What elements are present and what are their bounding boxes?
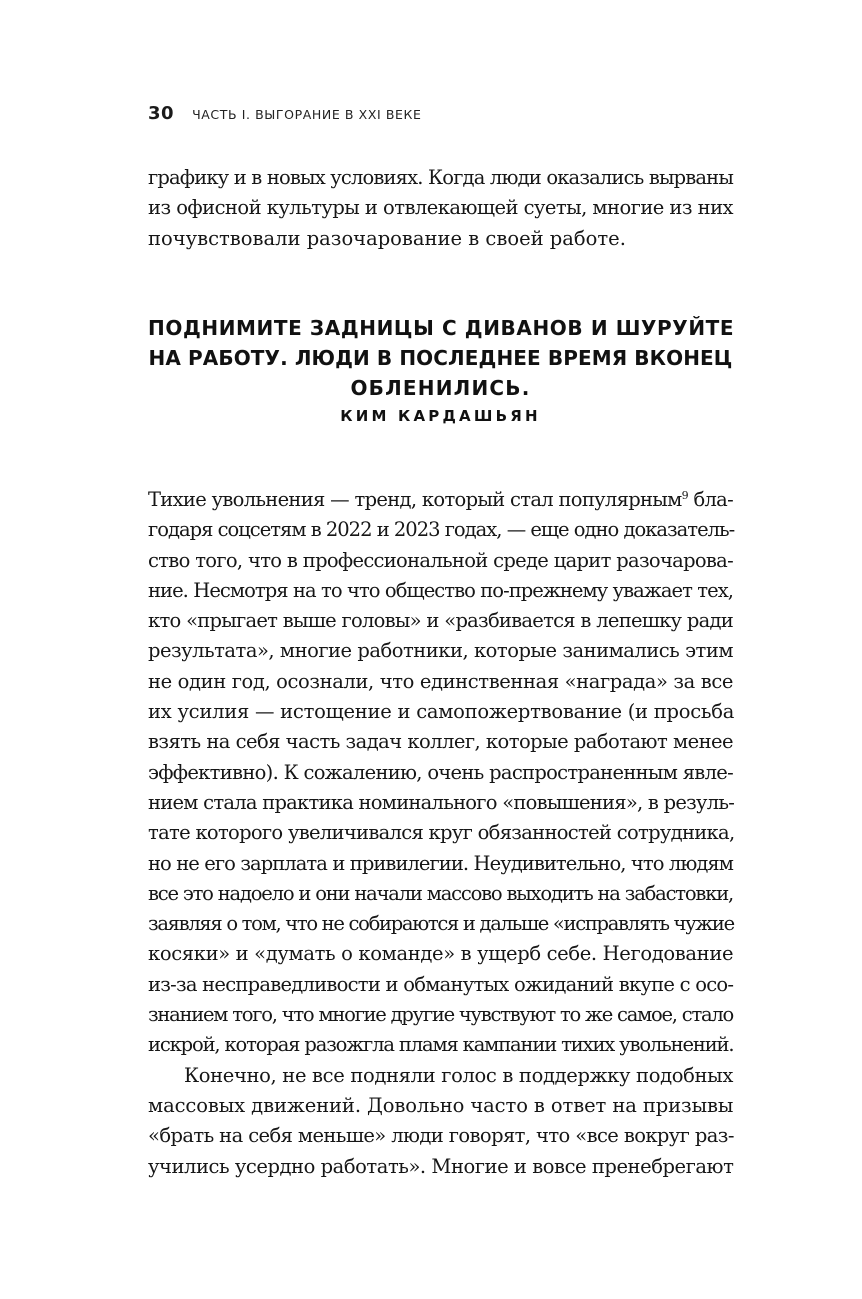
text-line: из-за несправедливости и обманутых ожиданий вкупе с осо- [148,972,734,996]
epigraph-line: ПОДНИМИТЕ ЗАДНИЦЫ С ДИВАНОВ И ШУРУЙТЕ [148,316,735,340]
text-line: тате которого увеличивался круг обязанностей сотрудника, [148,821,735,845]
text-line: результата», многие работники, которые занимались этим [148,639,733,663]
text-line: кто «прыгает выше головы» и «разбивается в лепешку ради [148,609,733,633]
text-line: учились усердно работать». Многие и вовсе пренебрегают [148,1154,734,1178]
text-line: не один год, осознали, что единственная «награда» за все [148,669,733,693]
text-line: взять на себя часть задач коллег, которые работают менее [148,730,733,754]
text-line: все это надоело и они начали массово выходить на забастовки, [148,881,733,905]
text-line [148,485,733,515]
text-line: «брать на себя меньше» люди говорят, что «все вокруг раз- [148,1124,734,1148]
text-line: эффективно). К сожалению, очень распространенным явле- [148,760,733,784]
paragraph-2 [148,485,733,1182]
paragraph-1 [148,163,733,254]
page-number: 30 [148,103,175,124]
epigraph-line: ОБЛЕНИЛИСЬ. [350,376,531,400]
text-segment: бла- [687,488,733,511]
epigraph-line: НА РАБОТУ. ЛЮДИ В ПОСЛЕДНЕЕ ВРЕМЯ ВКОНЕЦ [148,346,733,370]
text-line: годаря соцсетям в 2022 и 2023 годах, — еще одно доказатель- [148,518,735,542]
text-line: но не его зарплата и привилегии. Неудивительно, что людям [148,851,733,875]
text-line: заявляя о том, что не собираются и дальше «исправлять чужие [148,912,734,936]
epigraph-quote [148,313,733,403]
text-line: массовых движений. Довольно часто в ответ на призывы [148,1093,734,1117]
text-line: ство того, что в профессиональной среде царит разочарова- [148,548,733,572]
text-line: нием стала практика номинального «повышения», в резуль- [148,790,735,814]
text-line: искрой, которая разожгла пламя кампании тихих увольнений. [148,1033,734,1057]
text-line: Конечно, не все подняли голос в поддержку подобных [184,1063,733,1087]
page-header [148,103,748,127]
footnote-reference[interactable]: 9 [681,489,688,502]
text-line: почувствовали разочарование в своей работе. [148,226,626,250]
text-line: их усилия — истощение и самопожертвование (и просьба [148,700,735,724]
running-head: ЧАСТЬ I. ВЫГОРАНИЕ В XXI ВЕКЕ [192,107,422,122]
text-line: графику и в новых условиях. Когда люди оказались вырваны [148,166,733,189]
text-segment: Тихие увольнения — тренд, который стал популярным [148,488,682,511]
text-line: ние. Несмотря на то что общество по-прежнему уважает тех, [148,578,733,602]
text-line: из офисной культуры и отвлекающей суеты, многие из них [148,196,733,220]
epigraph-author: КИМ КАРДАШЬЯН [340,407,541,425]
text-line: знанием того, что многие другие чувствуют то же самое, стало [148,1003,733,1027]
text-line: косяки» и «думать о команде» в ущерб себе. Негодование [148,942,734,966]
